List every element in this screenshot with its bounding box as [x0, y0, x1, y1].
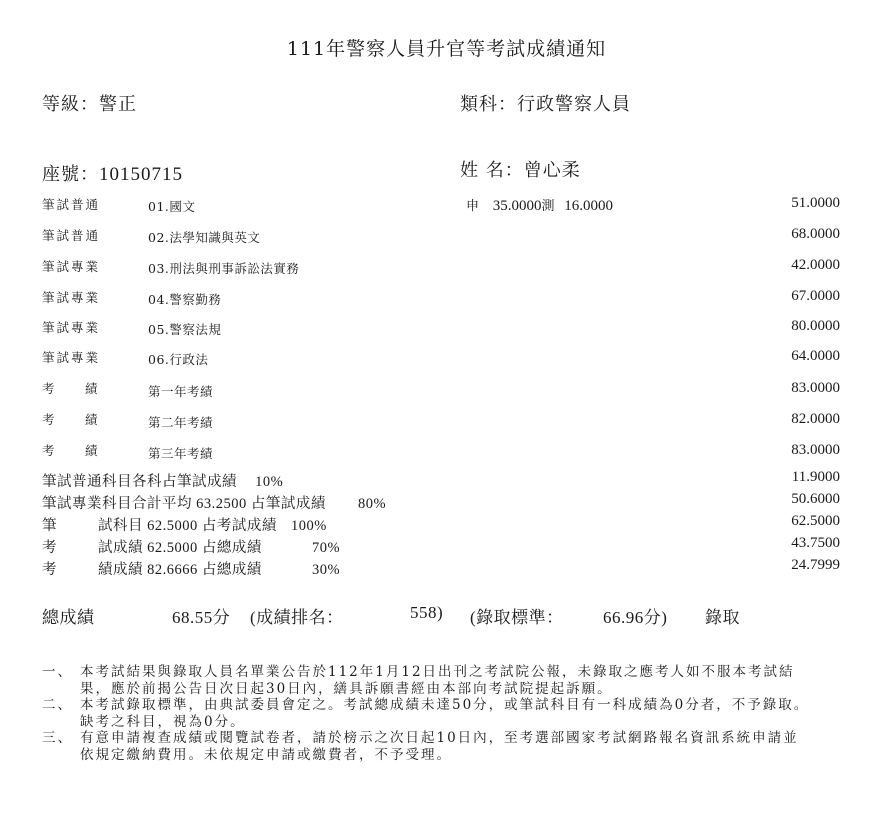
- note-text: 有意申請複查成績或閱覽試卷者，請於榜示之次日起10日內，至考選部國家考試網路報名資訊系統申請並依規定繳納費用。未依規定申請或繳費者，不予受理。: [80, 730, 799, 763]
- rank-label: (成績排名：: [250, 608, 344, 627]
- calc-row: 筆試專業科目合計平均 63.2500 占筆試成績 80%: [42, 496, 387, 512]
- subject-score: 51.0000: [791, 195, 840, 211]
- grade-label: 等級：: [42, 94, 99, 115]
- seat-field: [42, 160, 183, 186]
- subject-category: 筆試專業: [42, 290, 101, 305]
- subject-category: 筆試普通: [42, 228, 101, 243]
- subject-name: 04.警察勤務: [148, 292, 222, 307]
- standard-value: 66.96分): [603, 608, 668, 627]
- note-item: [42, 730, 810, 763]
- note-number: 一、: [42, 664, 73, 680]
- seat-value: 10150715: [99, 164, 183, 185]
- rank-value: 558): [410, 603, 444, 622]
- performance-category: 考 績: [42, 412, 98, 427]
- subject-score: 42.0000: [791, 257, 840, 273]
- performance-score: 82.0000: [791, 411, 840, 427]
- category-label: 類科：: [460, 94, 517, 115]
- performance-score: 83.0000: [791, 442, 840, 458]
- performance-name: 第一年考績: [148, 384, 214, 399]
- calc-row: 筆試普通科目各科占筆試成績 10%: [42, 474, 284, 490]
- subject-score: 68.0000: [791, 226, 840, 242]
- document-title: 111年警察人員升官等考試成績通知: [286, 38, 607, 60]
- note-item: [42, 697, 810, 730]
- grade-field: [42, 90, 137, 116]
- note-number: 二、: [42, 697, 73, 713]
- category-value: 行政警察人員: [517, 94, 631, 115]
- note-text: 本考試錄取標準，由典試委員會定之。考試總成績未達50分，或筆試科目有一科成績為0分者，不予錄取。缺考之科目，視為0分。: [80, 697, 810, 730]
- essay-label: 申: [466, 198, 480, 213]
- subject-score: 80.0000: [791, 318, 840, 334]
- name-field: [460, 156, 581, 182]
- calc-row: 考 試成績 62.5000 占總成績 70%: [42, 540, 341, 556]
- subject-category: 筆試專業: [42, 350, 101, 365]
- performance-name: 第二年考績: [148, 415, 214, 430]
- performance-category: 考 績: [42, 443, 98, 458]
- chinese-breakdown: [466, 195, 613, 215]
- name-label: 姓 名：: [460, 160, 524, 181]
- performance-score: 83.0000: [791, 380, 840, 396]
- grade-value: 警正: [99, 94, 137, 115]
- note-item: [42, 664, 810, 697]
- subject-name: 05.警察法規: [148, 322, 222, 337]
- calc-score: 50.6000: [791, 491, 840, 507]
- total-label: 總成績: [42, 608, 95, 627]
- calc-score: 24.7999: [791, 557, 840, 573]
- performance-category: 考 績: [42, 381, 98, 396]
- subject-category: 筆試專業: [42, 320, 101, 335]
- standard-label: (錄取標準：: [470, 608, 564, 627]
- performance-name: 第三年考績: [148, 446, 214, 461]
- subject-name: 06.行政法: [148, 352, 209, 367]
- calc-score: 43.7500: [791, 535, 840, 551]
- note-text: 本考試結果與錄取人員名單業公告於112年1月12日出刊之考試院公報，未錄取之應考人如不服本考試結果，應於前揭公告日次日起30日內，繕具訴願書經由本部向考試院提起訴願。: [80, 664, 795, 697]
- subject-category: 筆試普通: [42, 197, 101, 212]
- note-number: 三、: [42, 730, 73, 746]
- subject-name: 02.法學知識與英文: [148, 230, 261, 245]
- total-score: 68.55分: [172, 608, 231, 627]
- notes-section: [42, 664, 810, 763]
- subject-category: 筆試專業: [42, 259, 101, 274]
- calc-score: 62.5000: [791, 513, 840, 529]
- calc-row: 筆 試科目 62.5000 占考試成績 100%: [42, 518, 327, 534]
- calc-row: 考 績成績 82.6666 占總成績 30%: [42, 562, 341, 578]
- subject-score: 64.0000: [791, 348, 840, 364]
- category-field: [460, 90, 631, 116]
- test-score: 16.0000: [564, 198, 614, 214]
- calc-score: 11.9000: [791, 469, 840, 485]
- seat-label: 座號：: [42, 164, 99, 185]
- name-value: 曾心柔: [523, 160, 581, 181]
- subject-name: 03.刑法與刑事訴訟法實務: [148, 261, 300, 276]
- test-label: 測: [541, 198, 555, 213]
- essay-score: 35.0000: [492, 198, 542, 214]
- admission-result: 錄取: [705, 608, 740, 627]
- subject-name: 01.國文: [148, 199, 196, 214]
- subject-score: 67.0000: [791, 288, 840, 304]
